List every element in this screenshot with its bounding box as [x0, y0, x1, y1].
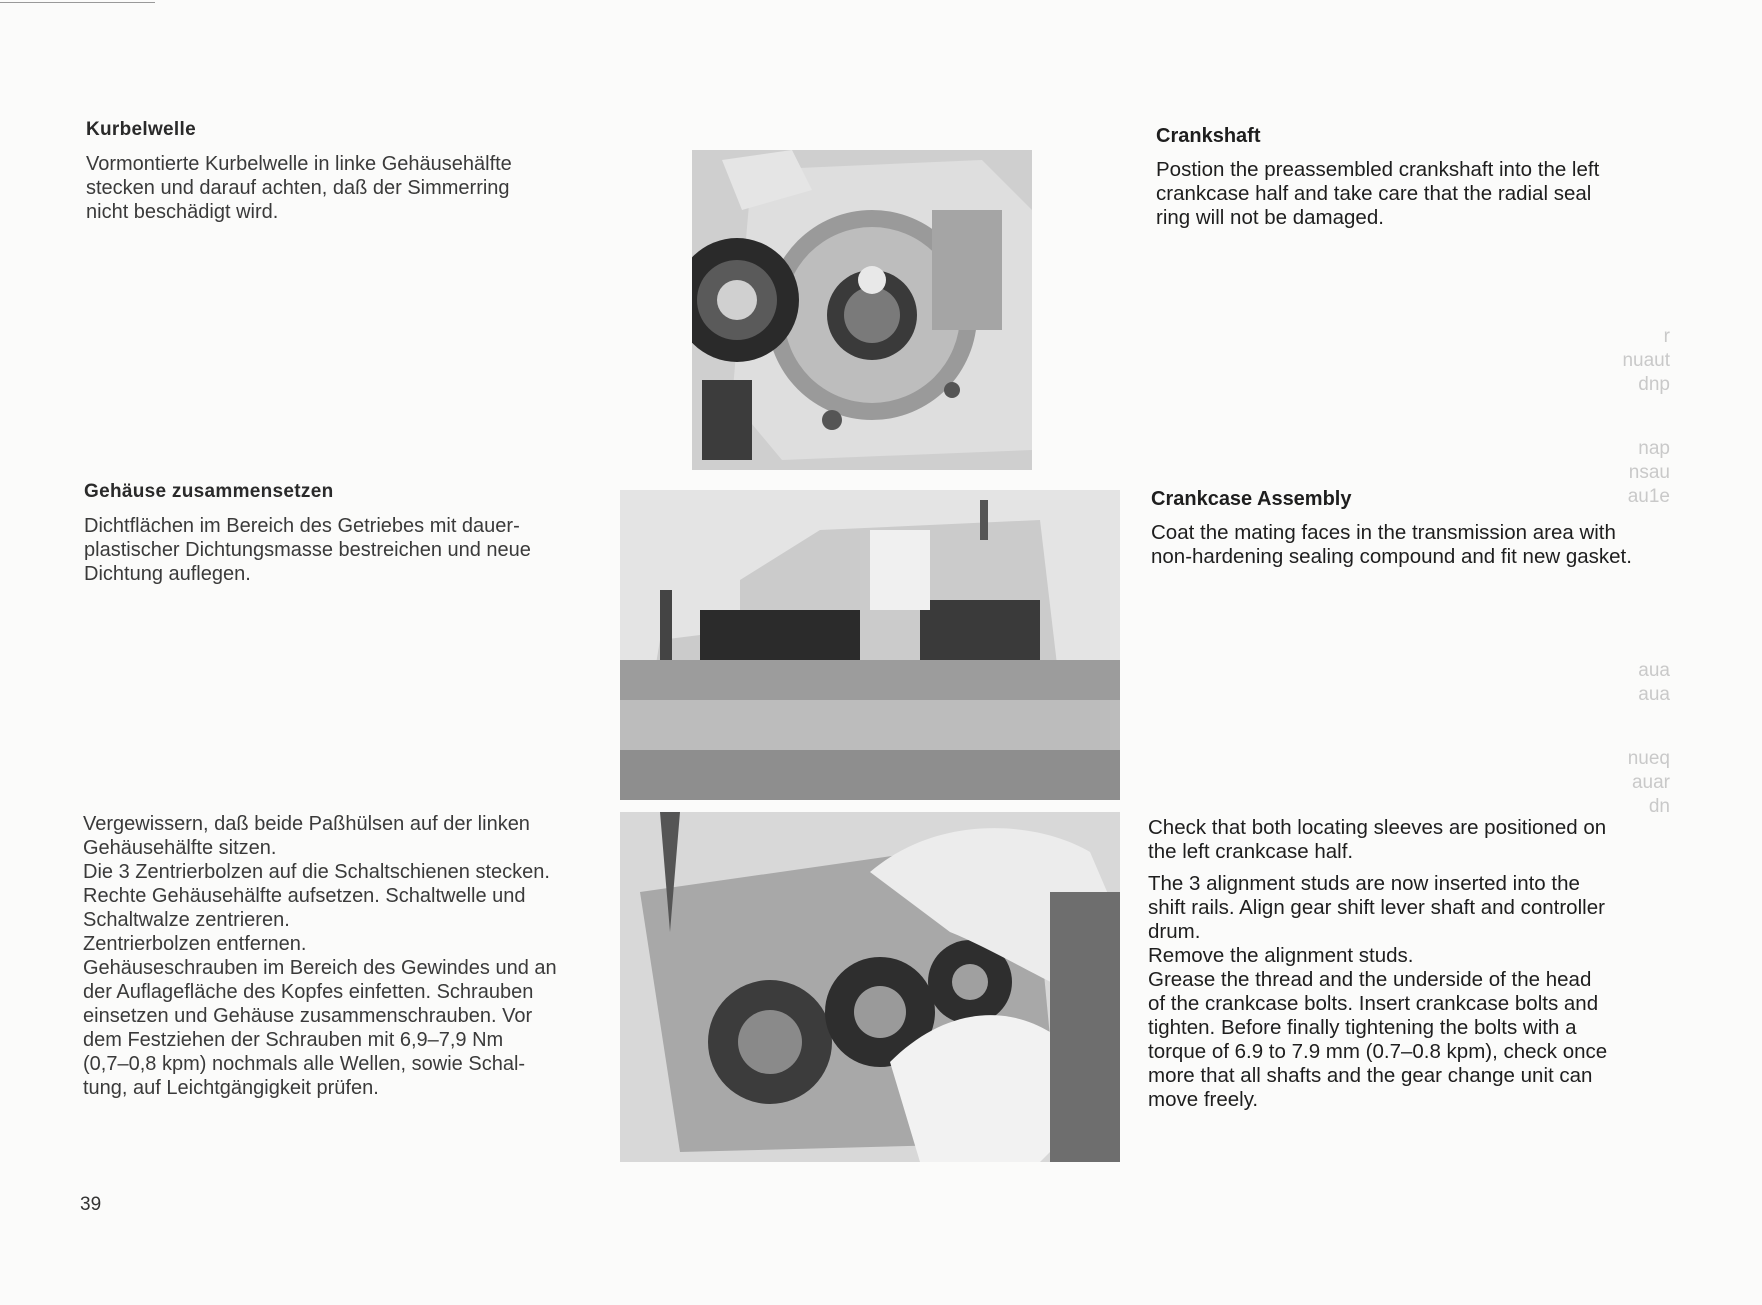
text-line: Rechte Gehäusehälfte aufsetzen. Schaltwelle und [83, 885, 526, 907]
bleed-through-text [1560, 325, 1670, 819]
ghost-line: dn [1648, 796, 1670, 817]
ghost-line: auar [1631, 772, 1670, 793]
german-assembly-section [84, 480, 590, 594]
text-line: move freely. [1148, 1088, 1259, 1111]
text-line: (0,7–0,8 kpm) nochmals alle Wellen, sowie Schal- [83, 1053, 526, 1075]
german-crankshaft-title: Kurbelwelle [86, 119, 196, 140]
text-line: Vergewissern, daß beide Paßhülsen auf der linken [83, 813, 530, 835]
text-line: Gehäuseschrauben im Bereich des Gewindes und an [83, 957, 557, 979]
text-line: non-hardening sealing compound and fit new gasket. [1151, 545, 1632, 568]
text-line: Remove the alignment studs. [1148, 944, 1414, 967]
text-line: stecken und darauf achten, daß der Simmerring [86, 177, 510, 199]
bolting-crankcase-photo [620, 812, 1120, 1162]
text-line: tighten. Before finally tightening the bolts with a [1148, 1016, 1577, 1039]
text-line: Grease the thread and the underside of the head [1148, 968, 1592, 991]
text-line: Dichtflächen im Bereich des Getriebes mit dauer- [84, 515, 520, 537]
german-steps-section [83, 812, 589, 1108]
ghost-line: aua [1638, 660, 1670, 681]
text-line: Postion the preassembled crankshaft into the left [1156, 158, 1600, 181]
page-number: 39 [80, 1194, 102, 1215]
text-line: ring will not be damaged. [1156, 206, 1384, 229]
ghost-line: aua [1638, 684, 1670, 705]
english-crankshaft-section [1156, 124, 1664, 238]
text-line: of the crankcase bolts. Insert crankcase bolts and [1148, 992, 1599, 1015]
top-rule [0, 2, 155, 3]
ghost-line: nueq [1627, 748, 1670, 769]
text-line: The 3 alignment studs are now inserted into the [1148, 872, 1580, 895]
text-line: Vormontierte Kurbelwelle in linke Gehäusehälfte [86, 153, 512, 175]
ghost-line: nap [1638, 438, 1670, 459]
german-assembly-text [84, 514, 590, 586]
english-steps-section [1148, 816, 1656, 1120]
text-line: drum. [1148, 920, 1201, 943]
crankcase-assembly-photo [620, 490, 1120, 800]
text-line: tung, auf Leichtgängigkeit prüfen. [83, 1077, 379, 1099]
text-line: Check that both locating sleeves are positioned on [1148, 816, 1607, 839]
text-line: einsetzen und Gehäuse zusammenschrauben. Vor [83, 1005, 533, 1027]
crankshaft-photo [692, 150, 1032, 470]
text-line: Die 3 Zentrierbolzen auf die Schaltschienen stecken. [83, 861, 550, 883]
ghost-line: nuaut [1622, 350, 1670, 371]
text-line: Schaltwalze zentrieren. [83, 909, 290, 931]
text-line: torque of 6.9 to 7.9 mm (0.7–0.8 kpm), check once [1148, 1040, 1608, 1063]
english-crankshaft-text [1156, 158, 1664, 230]
german-steps-text [83, 812, 589, 1100]
ghost-line: au1e [1627, 486, 1670, 507]
text-line: crankcase half and take care that the radial seal [1156, 182, 1592, 205]
english-crankshaft-title: Crankshaft [1156, 125, 1261, 147]
english-steps-para-1 [1148, 816, 1656, 864]
ghost-line: dnp [1638, 374, 1670, 395]
text-line: more that all shafts and the gear change unit can [1148, 1064, 1593, 1087]
text-line: dem Festziehen der Schrauben mit 6,9–7,9 Nm [83, 1029, 504, 1051]
english-assembly-title: Crankcase Assembly [1151, 488, 1352, 510]
text-line: shift rails. Align gear shift lever shaft and controller [1148, 896, 1605, 919]
text-line: Zentrierbolzen entfernen. [83, 933, 307, 955]
text-line: Gehäusehälfte sitzen. [83, 837, 277, 859]
ghost-line: r [1663, 326, 1670, 347]
german-assembly-title: Gehäuse zusammensetzen [84, 481, 334, 502]
text-line: Dichtung auflegen. [84, 563, 251, 585]
text-line: the left crankcase half. [1148, 840, 1354, 863]
ghost-line: nsau [1628, 462, 1670, 483]
text-line: plastischer Dichtungsmasse bestreichen und neue [84, 539, 531, 561]
text-line: Coat the mating faces in the transmission area with [1151, 521, 1616, 544]
text-line: nicht beschädigt wird. [86, 201, 279, 223]
english-steps-para-2 [1148, 872, 1656, 1112]
german-crankshaft-section [86, 118, 592, 232]
text-line: der Auflagefläche des Kopfes einfetten. Schrauben [83, 981, 534, 1003]
german-crankshaft-text [86, 152, 592, 224]
